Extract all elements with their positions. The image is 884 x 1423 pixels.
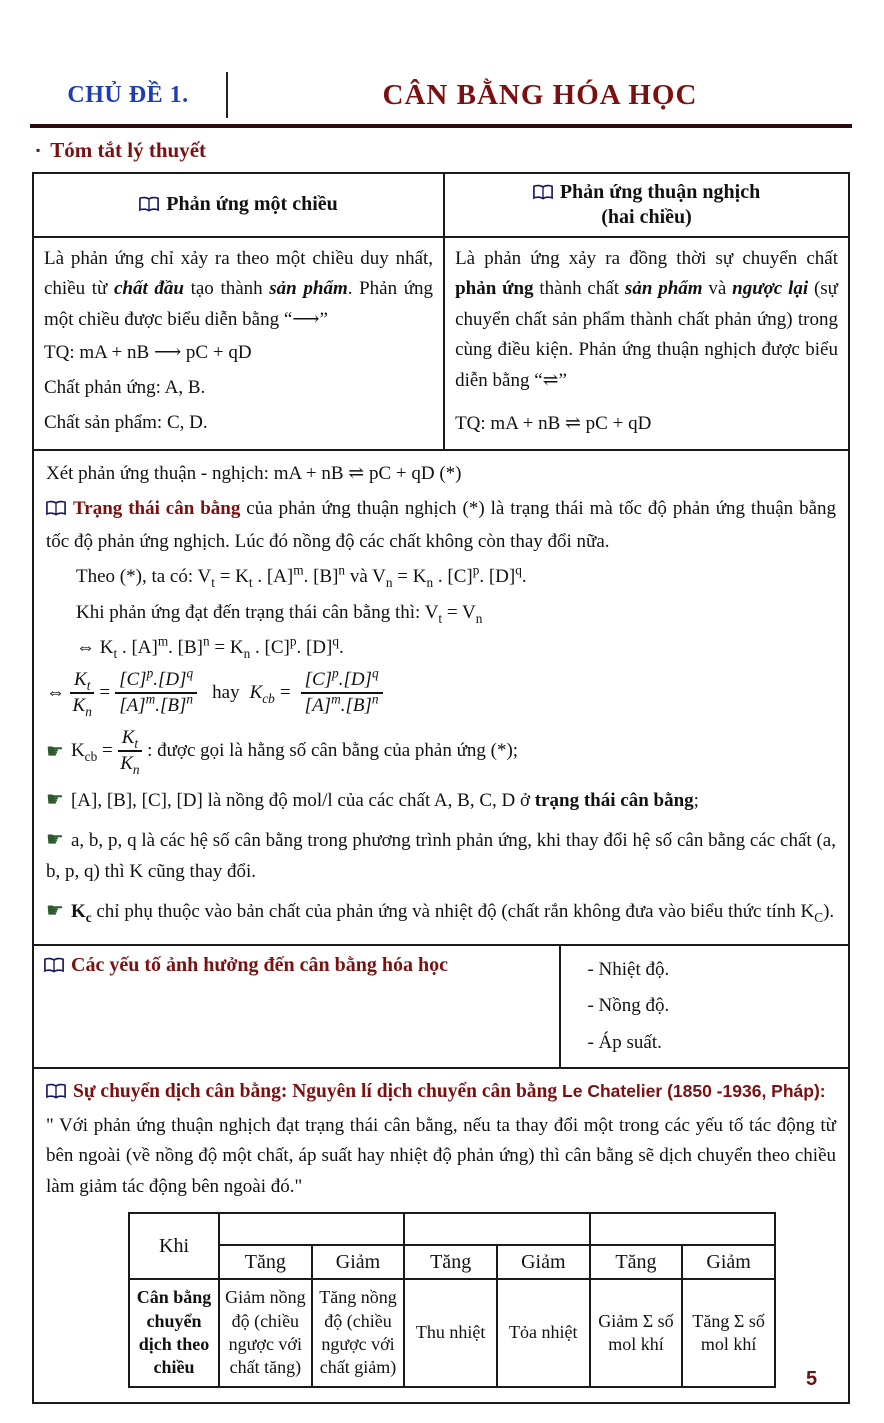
book-icon <box>533 183 553 206</box>
shift-section <box>34 1067 848 1402</box>
equals-sign: = <box>279 682 291 704</box>
kcb-definition-bullet <box>46 727 836 775</box>
hand-pointer-icon: ☛ <box>46 786 64 811</box>
reversible-tq-line: TQ: mA + nB ⇌ pC + qD <box>455 412 652 434</box>
constant-fraction-line <box>46 666 836 720</box>
shift-result-cell: Tỏa nhiệt <box>497 1279 590 1387</box>
chapter-label: CHỦ ĐỀ 1. <box>67 81 189 108</box>
rate-equality-line: ⇔ $K_t$ . $[A]^m$. $[B]^n = K_n$ . $[C]^p$. $[D]^q$. <box>76 633 344 661</box>
factors-list <box>561 946 848 1066</box>
equilibrium-state-text: của phản ứng thuận nghịch (*) là trạng thái mà tốc độ phản ứng thuận bằng tốc độ phản ứng nghịch. Lúc đó nồng độ các chất không còn thay đổi nữa. <box>46 498 836 552</box>
shift-table <box>128 1212 776 1388</box>
group-header-cell <box>590 1213 775 1245</box>
increase-decrease-cell: Tăng <box>404 1245 497 1279</box>
comparison-header-row <box>34 174 848 236</box>
square-bullet-icon: ▪ <box>36 143 41 157</box>
reversible-header-label-2: (hai chiều) <box>601 206 692 228</box>
khi-cell: Khi <box>129 1213 219 1279</box>
group-header-cell <box>219 1213 404 1245</box>
one-way-description <box>34 238 445 449</box>
factors-title: Các yếu tố ảnh hưởng đến cân bằng hóa học <box>71 954 449 977</box>
shift-title-source: Le Chatelier (1850 -1936, Pháp): <box>562 1080 826 1101</box>
page-title: CÂN BẰNG HÓA HỌC <box>382 78 698 111</box>
one-way-header-cell <box>34 174 445 236</box>
reversible-paragraph: Là phản ứng xảy ra đồng thời sự chuyển chất phản ứng thành chất sản phẩm và ngược lại (sự chuyển chất sản phẩm thành chất phản ứng) trong cùng điều kiện. Phản ứng thuận nghịch được biểu diễn bằng “⇌” <box>455 248 838 391</box>
factors-title-cell <box>34 946 561 1066</box>
factor-item: - Áp suất. <box>587 1031 662 1053</box>
section-heading-label: Tóm tắt lý thuyết <box>50 138 207 162</box>
equilibrium-section <box>34 449 848 944</box>
hand-pointer-icon: ☛ <box>46 738 64 763</box>
products-line: Chất sản phẩm: C, D. <box>44 412 208 434</box>
reversible-header-cell <box>445 174 848 236</box>
reactants-line: Chất phản ứng: A, B. <box>44 377 206 399</box>
kcb-symbol: $K_{cb}$ <box>249 682 275 706</box>
shift-result-cell: Tăng Σ số mol khí <box>682 1279 775 1387</box>
book-icon <box>46 496 66 526</box>
hand-pointer-icon: ☛ <box>46 827 64 852</box>
equilibrium-intro-line: Xét phản ứng thuận - nghịch: mA + nB ⇌ pC + qD (*) <box>46 463 462 485</box>
kt-kn-fraction: $\frac{K_t}{K_n}$ <box>70 669 94 717</box>
theory-table <box>32 172 850 1404</box>
coefficient-bullet: ☛ a, b, p, q là các hệ số cân bằng trong phương trình phản ứng, khi thay đổi hệ số cân bằng các chất (a, b, p, q) thì K cũng thay đổi. <box>46 827 836 882</box>
increase-decrease-cell: Giảm <box>682 1245 775 1279</box>
equilibrium-state-paragraph <box>46 494 836 557</box>
comparison-body-row <box>34 236 848 449</box>
page-number: 5 <box>806 1368 818 1390</box>
equilibrium-condition-line: Khi phản ứng đạt đến trạng thái cân bằng thì: $V_t = V_n$ <box>76 601 483 626</box>
reversible-description <box>445 238 848 449</box>
increase-decrease-cell: Giảm <box>497 1245 590 1279</box>
shift-result-cell: Thu nhiệt <box>404 1279 497 1387</box>
factors-row <box>34 944 848 1066</box>
one-way-tq-line: TQ: mA + nB ⟶ pC + qD <box>44 342 252 364</box>
shift-result-cell: Giảm Σ số mol khí <box>590 1279 683 1387</box>
page-header <box>30 72 852 128</box>
shift-row-label: Cân bằng chuyển dịch theo chiều <box>129 1279 219 1387</box>
kcb-pre: $K_{cb}$ = <box>70 739 113 764</box>
increase-decrease-cell: Tăng <box>219 1245 312 1279</box>
one-way-paragraph: Là phản ứng chỉ xảy ra theo một chiều duy nhất, chiều từ chất đầu tạo thành sản phẩm. Phản ứng một chiều được biểu diễn bằng “⟶” <box>44 248 434 330</box>
reversible-header-label-1: Phản ứng thuận nghịch <box>559 181 761 203</box>
kcb-definition-text: : được gọi là hằng số cân bằng của phản ứng (*); <box>147 739 519 761</box>
shift-title-main: Sự chuyển dịch cân bằng: Nguyên lí dịch chuyển cân bằng <box>73 1080 563 1102</box>
concentration-bullet: ☛ [A], [B], [C], [D] là nồng độ mol/l của các chất A, B, C, D ở trạng thái cân bằng; <box>46 786 699 811</box>
kc-dependency-bullet: ☛ $K_c$ chỉ phụ thuộc vào bản chất của phản ứng và nhiệt độ (chất rắn không đưa vào biểu thức tính $K_C$). <box>46 897 835 925</box>
increase-decrease-cell: Giảm <box>312 1245 405 1279</box>
hand-pointer-icon: ☛ <box>46 897 64 922</box>
rate-equations-line: Theo (*), ta có: $V_t = K_t$ . $[A]^m$. $[B]^n$ và $V_n = K_n$ . $[C]^p$. $[D]^q$. <box>76 562 527 591</box>
factor-item: - Nồng độ. <box>587 995 670 1017</box>
shift-result-cell: Tăng nồng độ (chiều ngược với chất giảm) <box>312 1279 405 1387</box>
book-icon <box>44 957 64 979</box>
factor-item: - Nhiệt độ. <box>587 959 670 981</box>
kt-kn-fraction: $\frac{K_t}{K_n}$ <box>118 727 142 775</box>
book-icon <box>139 195 159 218</box>
shift-title <box>46 1077 836 1108</box>
concentration-fraction-2: $\frac{[C]^p.[D]^q}{[A]^m.[B]^n}$ <box>301 669 383 717</box>
lechatelier-quote: " Với phản ứng thuận nghịch đạt trạng thái cân bằng, nếu ta thay đổi một trong các yếu tố tác động từ bên ngoài (về nồng độ một chất, áp suất hay nhiệt độ phản ứng) thì cân bằng sẽ dịch chuyển theo chiều làm giảm tác động bên ngoài đó." <box>46 1114 836 1197</box>
concentration-fraction: $\frac{[C]^p.[D]^q}{[A]^m.[B]^n}$ <box>115 669 197 717</box>
equals-sign: = <box>99 682 111 704</box>
one-way-header-label: Phản ứng một chiều <box>166 192 338 215</box>
shift-result-cell: Giảm nồng độ (chiều ngược với chất tăng) <box>219 1279 312 1387</box>
group-header-cell <box>404 1213 589 1245</box>
double-arrow-icon: ⇔ <box>46 682 65 704</box>
hay-word: hay <box>212 682 240 704</box>
book-icon <box>46 1079 66 1108</box>
section-heading <box>36 138 206 163</box>
equilibrium-state-title: Trạng thái cân bằng <box>73 498 241 520</box>
increase-decrease-cell: Tăng <box>590 1245 683 1279</box>
